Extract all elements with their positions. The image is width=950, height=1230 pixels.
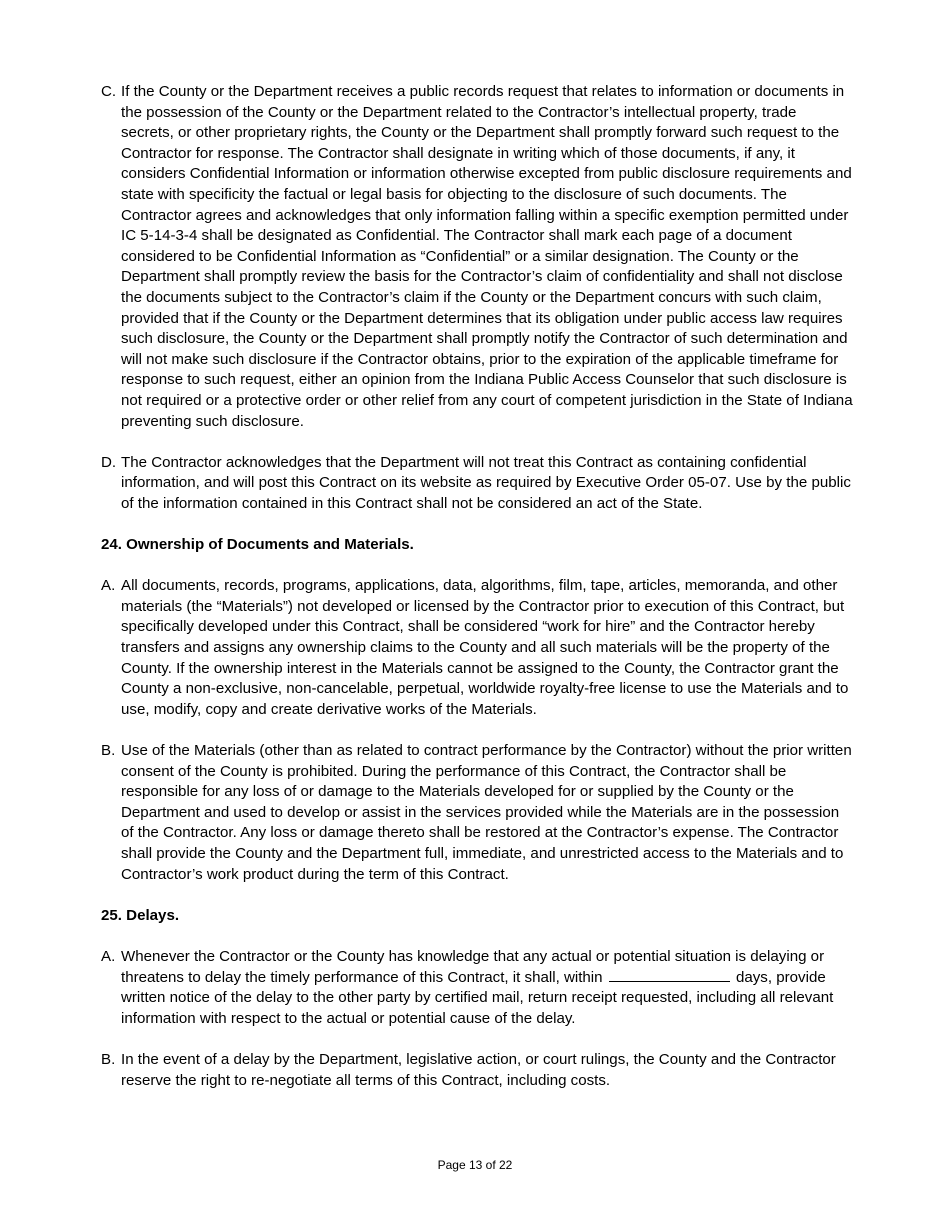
item-text — [121, 947, 853, 1029]
section-25-item-b — [101, 1050, 853, 1091]
item-text: If the County or the Department receives a public records request that relates to information or documents in the possession of the County or the Department related to the Contractor’s intellectual property, trade secrets, or other proprietary rights, the County or the Department shall promptly forward such request to the Contractor for response. The Contractor shall designate in writing which of those documents, if any, it considers Confidential Information or information otherwise excepted from public disclosure requirements and state with specificity the factual or legal basis for objecting to the disclosure of such documents. The Contractor agrees and acknowledges that only information falling within a specific exemption permitted under IC 5-14-3-4 shall be designated as Confidential. The Contractor shall mark each page of a document considered to be Confidential Information as “Confidential” or a similar designation. The County or the Department shall promptly review the basis for the Contractor’s claim of confidentiality and shall not disclose the documents subject to the Contractor’s claim if the County or the Department concurs with such claim, provided that if the County or the Department determines that its obligation under public access law requires such disclosure, the County or the Department shall promptly notify the Contractor of such determination and will not make such disclosure if the Contractor obtains, prior to the expiration of the applicable timeframe for response to such request, either an opinion from the Indiana Public Access Counselor that such disclosure is not required or a protective order or other relief from any court of competent jurisdiction in the State of Indiana preventing such disclosure. — [121, 83, 853, 430]
document-body — [101, 82, 853, 1112]
item-text-after-blank: days, provide written notice of the delay to the other party by certified mail, return receipt requested, including all relevant information with respect to the actual or potential cause of the delay. — [121, 968, 834, 1027]
item-text: The Contractor acknowledges that the Department will not treat this Contract as containing confidential information, and will post this Contract on its website as required by Executive Order 05-07. Use by the public of the information contained in this Contract shall not be considered an act of the State. — [121, 453, 851, 512]
item-marker: A. — [101, 577, 116, 595]
item-text: In the event of a delay by the Department, legislative action, or court rulings, the County and the Contractor reserve the right to re-negotiate all terms of this Contract, including costs. — [121, 1050, 836, 1089]
section-24-heading: 24. Ownership of Documents and Materials. — [101, 536, 414, 554]
item-marker: D. — [101, 453, 117, 471]
section-23-item-c — [101, 82, 853, 432]
section-24-item-a — [101, 576, 853, 720]
item-marker: B. — [101, 742, 116, 759]
section-23-item-d — [101, 453, 853, 515]
item-text-before-blank: Whenever the Contractor or the County has knowledge that any actual or potential situation is delaying or threatens to delay the timely performance of this Contract, it shall, within — [121, 947, 825, 986]
item-marker: A. — [101, 947, 116, 965]
section-24-item-b — [101, 741, 853, 885]
item-text: Use of the Materials (other than as related to contract performance by the Contractor) without the prior written consent of the County is prohibited. During the performance of this Contract, the Contractor shall be responsible for any loss of or damage to the Materials developed for or supplied by the County or the Department and used to develop or assist in the services provided while the Materials are in the possession of the Contractor. Any loss or damage thereto shall be restored at the Contractor’s expense. The Contractor shall provide the County and the Department full, immediate, and unrestricted access to the Materials and to Contractor’s work product during the term of this Contract. — [121, 742, 852, 883]
item-marker: B. — [101, 1050, 116, 1068]
item-marker: C. — [101, 83, 117, 100]
page-number: Page 13 of 22 — [437, 1158, 513, 1172]
section-25-item-a — [101, 947, 853, 1029]
item-text: All documents, records, programs, applications, data, algorithms, film, tape, articles, memoranda, and other materials (the “Materials”) not developed or licensed by the Contractor prior to execution of this Contract, but specifically developed under this Contract, shall be considered “work for hire” and the Contractor hereby transfers and assigns any ownership claims to the County and all such materials will be the property of the County. If the ownership interest in the Materials cannot be assigned to the County, the Contractor grant the County a non-exclusive, non-cancelable, perpetual, worldwide royalty-free license to use the Materials and to use, modify, copy and create derivative works of the Materials. — [121, 577, 849, 718]
days-blank-line — [609, 968, 730, 982]
section-25-heading: 25. Delays. — [101, 906, 180, 924]
